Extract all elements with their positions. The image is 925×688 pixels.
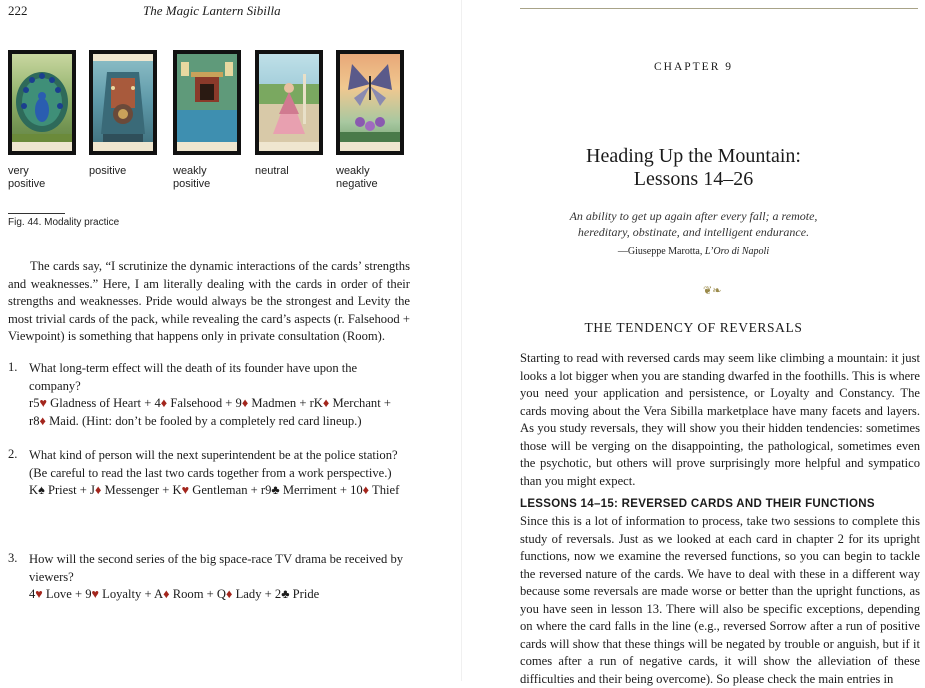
card-name: Merchant + <box>329 396 391 410</box>
question-2-cards <box>29 482 409 500</box>
epigraph-work: L’Oro di Napoli <box>704 246 770 257</box>
caption-rule <box>8 213 65 214</box>
butterfly-card <box>336 50 404 155</box>
suit-icon: ♦ <box>163 587 170 601</box>
card-value: r9 <box>260 483 272 497</box>
card-value: 2 <box>274 587 282 601</box>
suit-icon: ♠ <box>38 483 45 497</box>
suit-icon: ♦ <box>94 483 102 497</box>
card-value: K <box>172 483 182 497</box>
card-value: J <box>90 483 95 497</box>
chapter-title <box>462 145 925 191</box>
card-name: Falsehood + <box>167 396 236 410</box>
subsection-heading: LESSONS 14–15: REVERSED CARDS AND THEIR FUNCTIONS <box>520 498 875 510</box>
card-caption-strip <box>177 142 237 151</box>
card-caption-strip <box>12 142 72 151</box>
card-value: A <box>154 587 164 601</box>
card-value: 4 <box>29 587 36 601</box>
suit-icon: ♣ <box>271 483 280 497</box>
question-3-cards <box>29 586 409 604</box>
card-label-4: neutral <box>255 165 289 177</box>
suit-icon: ♦ <box>362 483 370 497</box>
chapter-title-line-2: Lessons 14–26 <box>633 168 754 190</box>
lady-illustration <box>259 54 319 151</box>
question-number-1: 1. <box>8 360 18 374</box>
suit-icon: ♣ <box>281 587 290 601</box>
card-name: Messenger + <box>101 483 173 497</box>
tower-card <box>89 50 157 155</box>
question-2-text: What kind of person will the next superintendent be at the police station? (Be careful to read the last two cards together from a work perspective.) <box>29 448 398 480</box>
card-name: Thief <box>369 483 400 497</box>
question-2 <box>29 447 409 500</box>
card-caption-strip <box>340 142 400 151</box>
question-1-cards <box>29 395 409 430</box>
page-number: 222 <box>8 3 28 18</box>
card-value: K <box>29 483 39 497</box>
peacock-card <box>8 50 76 155</box>
question-3 <box>29 551 409 604</box>
card-name: Maid. (Hint: don’t be fooled by a completely red card lineup.) <box>45 413 362 428</box>
question-3-text: How will the second series of the big space-race TV drama be received by viewers? <box>29 552 404 584</box>
suit-icon: ♥ <box>35 587 43 601</box>
tower-illustration <box>93 54 153 151</box>
suit-icon: ♦ <box>241 396 249 410</box>
question-1 <box>29 360 409 430</box>
question-number-2: 2. <box>8 447 18 461</box>
chapter-label: CHAPTER 9 <box>653 61 734 73</box>
card-value: 9 <box>235 396 242 410</box>
room-card <box>173 50 241 155</box>
card-value: r8 <box>29 413 40 428</box>
suit-icon: ♦ <box>322 396 330 410</box>
epigraph <box>462 208 925 240</box>
card-name: Madmen + <box>248 396 310 410</box>
card-label-3: weakly positive <box>173 165 211 190</box>
card-value: r5 <box>29 396 40 410</box>
card-label-1: very positive <box>8 165 46 190</box>
suit-icon: ♥ <box>39 396 47 410</box>
card-label-5: weakly negative <box>336 165 378 190</box>
suit-icon: ♥ <box>181 483 190 497</box>
suit-icon: ♦ <box>160 396 168 410</box>
card-caption-strip <box>259 142 319 151</box>
card-name: Room + <box>169 587 217 601</box>
card-name: Lady + <box>232 587 275 601</box>
subsection-paragraph: Since this is a lot of information to process, take two sessions to complete this study of reversals. Just as we looked at each card in chapter 2 for its upright functions, now we examine the reversed functions, so you can begin to tackle the reversed nature of the cards. We have to deal with these in a different way because some reversals are made worse or better than the upright functions, as you have seen in lesson 13. There will also be specific exceptions, depending on where the card falls in the line (e.g., reversed Sorrow after a run of positive cards will show that these things will be negated by trouble or anguish, but if it comes after a run of negative cards, it will show the alleviation of these difficulties and their being overcome). So please check the main entries in <box>520 514 920 686</box>
epigraph-line-2: hereditary, obstinate, and intelligent endurance. <box>577 225 810 239</box>
suit-icon: ♥ <box>91 587 99 601</box>
card-top-strip <box>93 54 153 61</box>
figure-caption: Fig. 44. Modality practice <box>8 217 120 228</box>
suit-icon: ♦ <box>39 413 46 428</box>
peacock-illustration <box>12 54 72 151</box>
butterfly-illustration <box>340 54 400 151</box>
running-head: The Magic Lantern Sibilla <box>143 3 281 18</box>
section-heading: THE TENDENCY OF REVERSALS <box>584 320 803 335</box>
card-value: 9 <box>85 587 92 601</box>
card-name: Gentleman + <box>189 483 261 497</box>
card-name: Gladness of Heart + <box>46 396 155 410</box>
card-name: Pride <box>289 587 320 601</box>
epigraph-line-1: An ability to get up again after every fall; a remote, <box>569 209 818 223</box>
room-illustration <box>177 54 237 151</box>
intro-paragraph: The cards say, “I scrutinize the dynamic interactions of the cards’ strengths and weaknesses.” Here, I am literally dealing with the cards in order of their strengths and weaknesses. Pride would always be the strongest and Levity the most trivial cards of the pack, while revealing the card’s aspects (r. Falsehood + Viewpoint) is something that happens only in private consultation (Room). <box>8 259 410 343</box>
section-paragraph: Starting to read with reversed cards may seem like climbing a mountain: it just looks a lot bigger when you are standing dwarfed in the foothills. This is where you need your application and persistence, or Loyalty and Constancy. The cards moving about the Vera Sibilla marketplace have many facets and layers. As you study reversals, they will show you their hidden tendencies: sometimes those will be verging on the disappointing, the pathological, sometimes even the psychotic, but others will prove surprisingly more helpful and sympatico than you might expect. <box>520 351 920 488</box>
card-value: rK <box>309 396 323 410</box>
card-name: Love + <box>42 587 86 601</box>
card-label-2: positive <box>89 165 127 177</box>
header-rule <box>520 8 918 9</box>
card-name: Loyalty + <box>99 587 155 601</box>
card-name: Merriment + <box>279 483 351 497</box>
suit-icon: ♦ <box>226 587 233 601</box>
question-number-3: 3. <box>8 551 18 565</box>
epigraph-source <box>462 246 925 257</box>
page-gutter <box>461 0 462 681</box>
card-value: Q <box>216 587 227 601</box>
card-value: 10 <box>350 483 363 497</box>
question-1-text: What long-term effect will the death of its founder have upon the company? <box>29 361 358 393</box>
epigraph-author: —Giuseppe Marotta, <box>617 246 705 257</box>
ornament-icon: ❦❧ <box>703 285 722 297</box>
chapter-title-line-1: Heading Up the Mountain: <box>586 145 801 167</box>
card-value: 4 <box>154 396 161 410</box>
card-name: Priest + <box>44 483 91 497</box>
lady-card <box>255 50 323 155</box>
card-caption-strip <box>93 142 153 151</box>
